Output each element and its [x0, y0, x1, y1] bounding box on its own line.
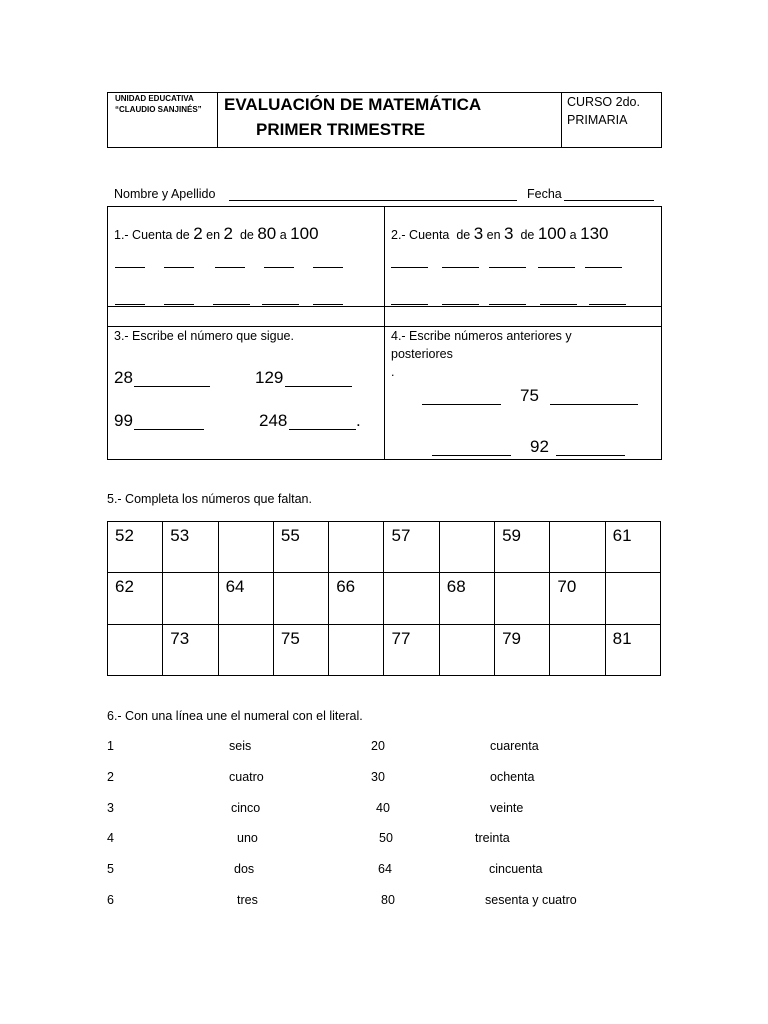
q4-blank-after[interactable]: [556, 455, 625, 456]
grid-cell-number: 75: [273, 624, 328, 675]
spacer-right: [384, 306, 662, 327]
grid-cell-blank[interactable]: [218, 522, 273, 573]
q3-number: 248: [259, 411, 288, 430]
q4-blank-after[interactable]: [550, 404, 638, 405]
grid-row: [108, 522, 661, 573]
q5-number-grid: [107, 521, 661, 676]
q6-literal: cincuenta: [489, 862, 543, 877]
grid-cell-number: 57: [384, 522, 439, 573]
grid-cell-number: 79: [495, 624, 550, 675]
grid-cell-number: 64: [218, 573, 273, 624]
grid-row: [108, 573, 661, 624]
grid-cell-number: 77: [384, 624, 439, 675]
name-field[interactable]: [229, 200, 517, 201]
q2-blank[interactable]: [391, 267, 428, 268]
q1-blank[interactable]: [313, 267, 343, 268]
q2-blank[interactable]: [489, 267, 526, 268]
q3-number: 99: [114, 411, 133, 430]
grid-cell-blank[interactable]: [495, 573, 550, 624]
q6-n: 5: [107, 862, 114, 877]
grid-cell-blank[interactable]: [550, 522, 605, 573]
q1-blank[interactable]: [164, 267, 194, 268]
grid-cell-blank[interactable]: [439, 624, 494, 675]
q6-label: 6.- Con una línea une el numeral con el literal.: [107, 709, 363, 723]
grid-cell-blank[interactable]: [273, 573, 328, 624]
q3-blank[interactable]: [285, 386, 352, 387]
q2-blank[interactable]: [538, 267, 575, 268]
q2-blank[interactable]: [442, 304, 479, 305]
q3-blank[interactable]: [134, 386, 210, 387]
course-line2: PRIMARIA: [567, 113, 628, 127]
q1-blank[interactable]: [164, 304, 194, 305]
date-label: Fecha: [527, 187, 562, 201]
q6-n: 1: [107, 739, 114, 753]
grid-cell-number: 81: [605, 624, 660, 675]
grid-cell-number: 62: [108, 573, 163, 624]
school-name-line2: “CLAUDIO SANJINÉS”: [115, 105, 202, 114]
q6-literal: sesenta y cuatro: [485, 893, 577, 907]
grid-cell-blank[interactable]: [439, 522, 494, 573]
q3-number: 28: [114, 368, 133, 387]
q2-blank[interactable]: [442, 267, 479, 268]
q1-blank[interactable]: [313, 304, 343, 305]
grid-cell-number: 59: [495, 522, 550, 573]
q6-word: cuatro: [229, 769, 264, 784]
grid-cell-number: 70: [550, 573, 605, 624]
grid-cell-number: 73: [163, 624, 218, 675]
q4-dot: .: [391, 365, 395, 379]
grid-cell-number: 52: [108, 522, 163, 573]
grid-cell-blank[interactable]: [605, 573, 660, 624]
q5-label: 5.- Completa los números que faltan.: [107, 492, 312, 506]
grid-cell-blank[interactable]: [163, 573, 218, 624]
exam-title: EVALUACIÓN DE MATEMÁTICA: [224, 95, 482, 114]
q3-dot: .: [356, 411, 361, 430]
name-label: Nombre y Apellido: [114, 187, 216, 201]
q6-literal: veinte: [490, 800, 524, 815]
course-line1: CURSO 2do.: [567, 95, 640, 109]
q1-blank[interactable]: [115, 267, 145, 268]
q6-word: cinco: [231, 800, 261, 815]
grid-cell-blank[interactable]: [329, 522, 384, 573]
q3-blank[interactable]: [134, 429, 204, 430]
grid-cell-number: 53: [163, 522, 218, 573]
q3-box: [107, 326, 385, 460]
q6-num: 30: [371, 769, 385, 784]
exam-subtitle: PRIMER TRIMESTRE: [256, 120, 426, 139]
q6-n: 3: [107, 800, 114, 815]
grid-cell-blank[interactable]: [384, 573, 439, 624]
grid-cell-number: 61: [605, 522, 660, 573]
grid-cell-blank[interactable]: [329, 624, 384, 675]
spacer-left: [107, 306, 385, 327]
school-name-line1: UNIDAD EDUCATIVA: [115, 94, 194, 103]
grid-cell-number: 66: [329, 573, 384, 624]
q6-n: 2: [107, 769, 114, 784]
grid-cell-blank[interactable]: [218, 624, 273, 675]
q2-label: 2.- Cuenta de 3 en 3 de 100 a 130: [391, 224, 609, 243]
q6-n: 4: [107, 831, 114, 846]
q4-label-line2: posteriores: [391, 347, 453, 361]
q6-num: 64: [378, 862, 392, 877]
q6-literal: cuarenta: [490, 739, 539, 753]
q4-blank-before[interactable]: [432, 455, 511, 456]
q2-blank[interactable]: [585, 267, 622, 268]
q4-blank-before[interactable]: [422, 404, 501, 405]
q6-literal: treinta: [475, 831, 510, 846]
q4-label-line1: 4.- Escribe números anteriores y: [391, 329, 572, 343]
q1-blank[interactable]: [264, 267, 294, 268]
q1-blank[interactable]: [215, 267, 245, 268]
q2-blank[interactable]: [589, 304, 626, 305]
q3-number: 129: [255, 368, 284, 387]
q1-label: 1.- Cuenta de 2 en 2 de 80 a 100: [114, 224, 319, 243]
q1-blank[interactable]: [115, 304, 145, 305]
grid-cell-blank[interactable]: [108, 624, 163, 675]
q3-blank[interactable]: [289, 429, 356, 430]
q6-num: 20: [371, 739, 385, 753]
grid-cell-number: 68: [439, 573, 494, 624]
grid-cell-number: 55: [273, 522, 328, 573]
q6-n: 6: [107, 893, 114, 907]
q6-num: 80: [381, 893, 395, 907]
q6-literal: ochenta: [490, 769, 535, 784]
q2-blank[interactable]: [540, 304, 577, 305]
q6-num: 40: [376, 800, 390, 815]
q4-number: 92: [530, 437, 549, 456]
grid-row: [108, 624, 661, 675]
q1-blank[interactable]: [213, 304, 250, 305]
q6-word: uno: [237, 831, 258, 846]
q6-word: tres: [237, 893, 258, 907]
q2-blank[interactable]: [391, 304, 428, 305]
q6-word: seis: [229, 739, 252, 753]
date-field[interactable]: [564, 200, 654, 201]
q6-word: dos: [234, 862, 255, 877]
q1-blank[interactable]: [262, 304, 299, 305]
q4-number: 75: [520, 386, 539, 405]
grid-cell-blank[interactable]: [550, 624, 605, 675]
q3-label: 3.- Escribe el número que sigue.: [114, 329, 294, 343]
q2-blank[interactable]: [489, 304, 526, 305]
q6-num: 50: [379, 831, 393, 846]
